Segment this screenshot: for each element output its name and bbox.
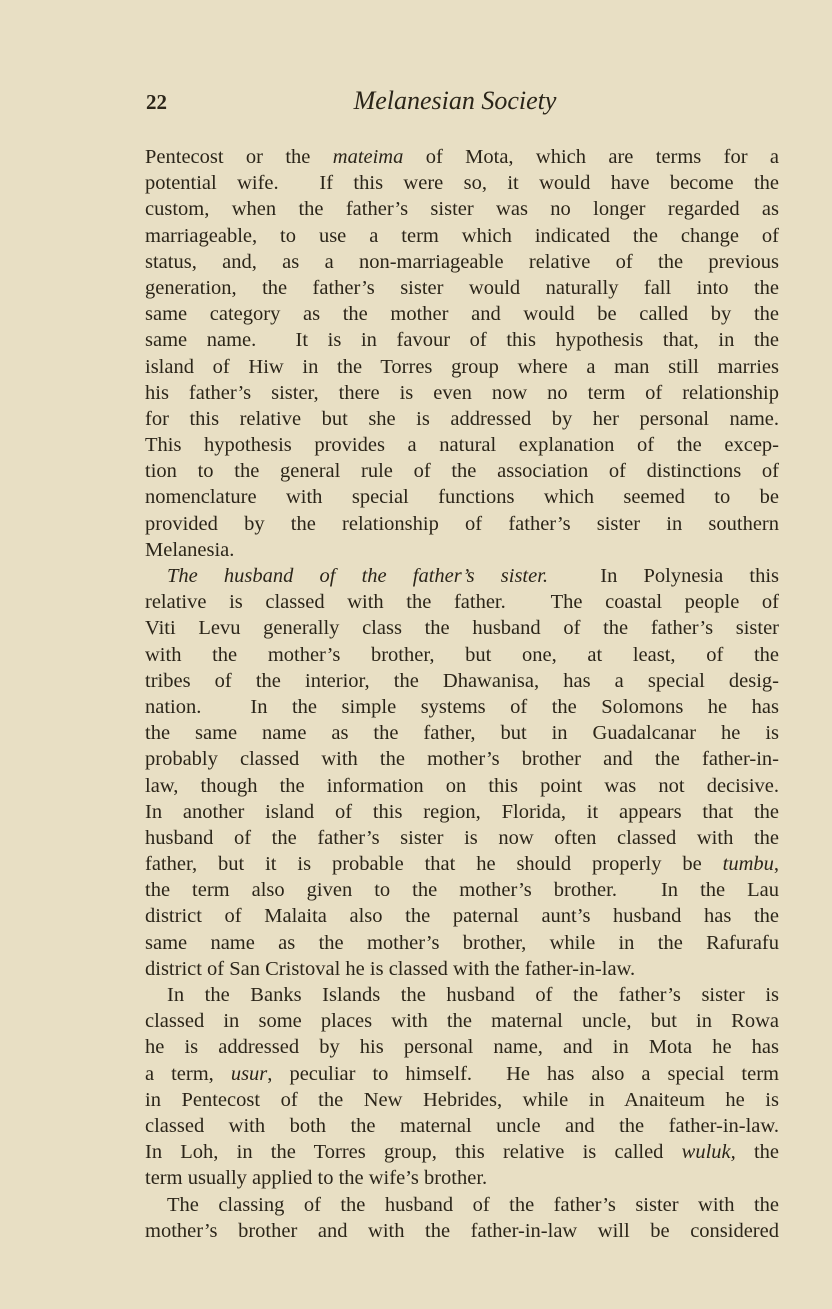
text-segment: law, though the information on this point was not decisive. [145, 774, 779, 797]
text-segment: his father’s sister, there is even now no term of relationship [145, 381, 779, 404]
text-segment: Pentecost or the [145, 146, 333, 168]
text-line [145, 930, 779, 956]
text-line [145, 1087, 779, 1113]
text-segment: in Pentecost of the New Hebrides, while in Anaiteum he is [145, 1088, 779, 1111]
text-segment: Viti Levu generally class the husband of the father’s sister [145, 617, 779, 640]
italic-term: wuluk, [681, 1141, 736, 1164]
text-segment: a term, [145, 1062, 231, 1085]
text-segment: the same name as the father, but in Guadalcanar he is [145, 722, 779, 745]
text-line [145, 1113, 779, 1139]
text-line [145, 720, 779, 746]
text-line [145, 825, 779, 851]
text-line [145, 563, 779, 589]
text-line [145, 196, 779, 222]
text-line [145, 668, 779, 694]
text-line [145, 982, 779, 1008]
text-line [145, 877, 779, 903]
text-segment: This hypothesis provides a natural explanation of the excep- [145, 434, 779, 457]
text-line [145, 144, 779, 170]
text-segment: probably classed with the mother’s brother and the father-in- [145, 748, 779, 771]
text-segment: with the mother’s brother, but one, at least, of the [145, 643, 779, 666]
text-segment: of Mota, which are terms for a [403, 146, 780, 168]
text-segment: husband of the father’s sister is now often classed with the [145, 826, 779, 849]
running-title: Melanesian Society [353, 86, 557, 115]
text-line [145, 1165, 779, 1191]
text-segment: father, but it is probable that he should properly be [145, 853, 723, 876]
text-segment: the term also given to the mother’s brother. In the Lau [145, 879, 779, 902]
text-line [145, 1218, 779, 1244]
text-segment: district of Malaita also the paternal aunt’s husband has the [145, 905, 779, 928]
text-line [145, 956, 779, 982]
paragraph [145, 563, 779, 982]
text-segment: provided by the relationship of father’s sister in southern [145, 512, 779, 535]
text-line [145, 799, 779, 825]
text-segment: mother’s brother and with the father-in-law will be considered [145, 1219, 779, 1242]
text-segment: classed in some places with the maternal uncle, but in Rowa [145, 1010, 779, 1033]
text-line [145, 275, 779, 301]
italic-term: mateima [332, 146, 404, 168]
text-line [145, 537, 779, 563]
text-segment: In Loh, in the Torres group, this relative is called [145, 1141, 682, 1164]
text-line [145, 615, 779, 641]
text-line [145, 746, 779, 772]
text-line [145, 773, 779, 799]
text-segment: In another island of this region, Florida, it appears that the [145, 800, 779, 823]
italic-term: The husband of the father’s sister. [167, 565, 549, 587]
text-segment: district of San Cristoval he is classed with the father-in-law. [145, 957, 636, 980]
text-segment: generation, the father’s sister would naturally fall into the [145, 276, 779, 299]
paragraph [145, 144, 779, 563]
text-line [145, 406, 779, 432]
text-segment: nation. In the simple systems of the Solomons he has [145, 695, 779, 718]
text-segment: term usually applied to the wife’s brother. [145, 1167, 488, 1190]
paragraph [145, 982, 779, 1192]
text-segment: same category as the mother and would be called by the [145, 303, 779, 326]
text-segment: tribes of the interior, the Dhawanisa, has a special desig- [145, 669, 779, 692]
text-line [145, 223, 779, 249]
text-line [145, 1192, 779, 1218]
text-line [145, 1061, 779, 1087]
text-segment: nomenclature with special functions which seemed to be [145, 486, 779, 509]
text-line [145, 484, 779, 510]
text-segment: In the Banks Islands the husband of the father’s sister is [167, 984, 779, 1006]
paragraph [145, 1192, 779, 1244]
text-segment: same name. It is in favour of this hypothesis that, in the [145, 329, 779, 352]
text-line [145, 170, 779, 196]
text-line [145, 458, 779, 484]
text-line [145, 354, 779, 380]
text-line [145, 694, 779, 720]
text-segment: island of Hiw in the Torres group where a man still marries [145, 355, 779, 378]
text-segment: the [735, 1141, 780, 1164]
text-segment: he is addressed by his personal name, and in Mota he has [145, 1036, 779, 1059]
text-line [145, 1034, 779, 1060]
text-line [145, 851, 779, 877]
text-segment: , [773, 853, 779, 876]
text-line [145, 380, 779, 406]
text-line [145, 511, 779, 537]
text-segment: The classing of the husband of the father’s sister with the [167, 1193, 779, 1216]
text-line [145, 301, 779, 327]
text-segment: potential wife. If this were so, it would have become the [145, 172, 779, 195]
text-segment: same name as the mother’s brother, while in the Rafurafu [145, 931, 779, 954]
text-line [145, 1139, 779, 1165]
text-segment: relative is classed with the father. The coastal people of [145, 591, 779, 614]
text-line [145, 642, 779, 668]
text-line [145, 327, 779, 353]
body-text [145, 144, 779, 1244]
italic-term: usur [230, 1062, 268, 1085]
italic-term: tumbu [722, 853, 774, 876]
text-segment: status, and, as a non-marriageable relative of the previous [145, 250, 779, 273]
text-segment: Melanesia. [145, 538, 235, 561]
text-segment: , peculiar to himself. He has also a special term [267, 1062, 779, 1085]
text-line [145, 432, 779, 458]
text-line [145, 903, 779, 929]
text-segment: classed with both the maternal uncle and the father-in-law. [145, 1114, 779, 1137]
text-segment: In Polynesia this [548, 565, 779, 587]
page-number: 22 [146, 90, 167, 114]
text-segment: tion to the general rule of the association of distinctions of [145, 460, 779, 483]
text-segment: custom, when the father’s sister was no longer regarded as [145, 198, 779, 221]
text-segment: for this relative but she is addressed by her personal name. [145, 407, 779, 430]
text-line [145, 1008, 779, 1034]
text-segment: marriageable, to use a term which indicated the change of [145, 224, 779, 247]
text-line [145, 249, 779, 275]
text-line [145, 589, 779, 615]
